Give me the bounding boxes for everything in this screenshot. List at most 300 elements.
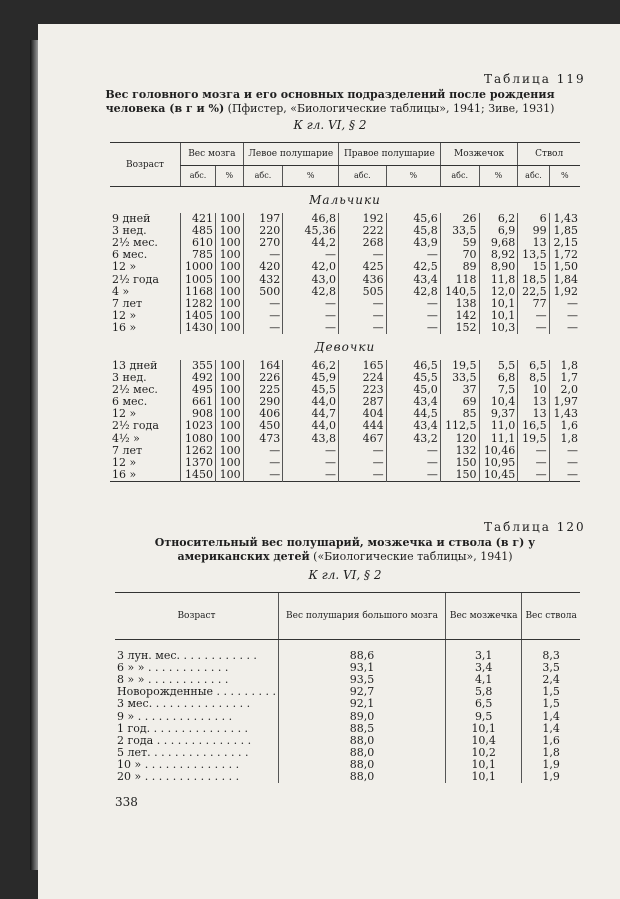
table-row (110, 273, 580, 285)
table-row (115, 771, 580, 783)
row-value: 610 (181, 237, 216, 249)
row-value: 8,92 (479, 249, 518, 261)
row-value: 45,9 (283, 372, 339, 384)
row-age: 4½ » (112, 431, 140, 445)
row-value: 1370 (181, 457, 216, 469)
row-value: 473 (243, 433, 283, 445)
sub-pct: % (479, 166, 518, 187)
row-age: 13 дней (112, 358, 158, 372)
col-age: Возраст (110, 143, 181, 187)
row-value: 8,90 (479, 261, 518, 273)
col-stem: Ствол (518, 143, 580, 166)
row-value: — (243, 310, 283, 322)
row-value: 88,6 (278, 650, 445, 662)
section-girls: Девочки (314, 339, 376, 354)
row-value: 112,5 (440, 420, 479, 432)
row-value: 505 (338, 286, 386, 298)
row-age: 7 лет (112, 443, 143, 457)
row-value: 224 (338, 372, 386, 384)
row-value: — (386, 322, 440, 334)
row-age: 8 » » . . . . . . . . . . . . (117, 674, 229, 687)
row-value: 6 (518, 213, 549, 225)
row-value: — (338, 249, 386, 261)
table-row (110, 433, 580, 445)
table-row (110, 457, 580, 469)
table-row (115, 747, 580, 759)
row-value: — (518, 445, 549, 457)
row-value: 100 (216, 372, 244, 384)
row-value: 6,5 (446, 698, 522, 710)
row-value: 46,8 (283, 213, 339, 225)
row-age: 2½ мес. (112, 236, 158, 250)
row-value: 225 (243, 384, 283, 396)
col-cerebellum-weight: Вес мозжечка (446, 593, 522, 640)
row-value: 45,5 (283, 384, 339, 396)
row-value: 1023 (181, 420, 216, 432)
row-value: 26 (440, 213, 479, 225)
row-value: 89,0 (278, 710, 445, 722)
row-value: 10,1 (446, 723, 522, 735)
row-value: 120 (440, 433, 479, 445)
row-value: 33,5 (440, 372, 479, 384)
row-value: — (243, 469, 283, 482)
row-value: 421 (181, 213, 216, 225)
row-value: 45,5 (386, 372, 440, 384)
row-value: 165 (338, 360, 386, 372)
row-value: 93,5 (278, 674, 445, 686)
row-value: 100 (216, 249, 244, 261)
row-value: 45,0 (386, 384, 440, 396)
row-value: 9,68 (479, 237, 518, 249)
row-value: 43,2 (386, 433, 440, 445)
row-value: — (283, 457, 339, 469)
table-120 (115, 592, 580, 783)
row-age: 3 лун. мес. . . . . . . . . . . . (117, 650, 257, 663)
row-age: 4 » (112, 284, 130, 298)
row-value: 88,0 (278, 771, 445, 783)
col-right-hemisphere: Правое полушарие (338, 143, 440, 166)
row-value: 1,8 (549, 433, 580, 445)
row-value: — (283, 445, 339, 457)
table-row (115, 662, 580, 674)
row-value: — (243, 445, 283, 457)
row-age: 2 года . . . . . . . . . . . . . . (117, 734, 252, 747)
row-value: 3,1 (446, 650, 522, 662)
row-age: 7 лет (112, 296, 143, 310)
row-value: 43,4 (386, 420, 440, 432)
row-value: 100 (216, 261, 244, 273)
row-age: 6 мес. (112, 248, 148, 262)
row-value: 8,5 (518, 372, 549, 384)
row-value: 142 (440, 310, 479, 322)
row-value: 43,0 (283, 273, 339, 285)
table-row (115, 686, 580, 698)
row-value: 13 (518, 396, 549, 408)
row-value: 43,4 (386, 396, 440, 408)
row-value: 908 (181, 408, 216, 420)
row-value: 100 (216, 298, 244, 310)
row-value: — (549, 445, 580, 457)
row-value: 85 (440, 408, 479, 420)
col-age: Возраст (115, 593, 278, 640)
row-value: 10,1 (479, 310, 518, 322)
row-value: 4,1 (446, 674, 522, 686)
row-value: 785 (181, 249, 216, 261)
row-value: — (338, 298, 386, 310)
row-value: 10,45 (479, 469, 518, 482)
row-value: 1,4 (522, 723, 580, 735)
row-value: 88,0 (278, 759, 445, 771)
row-value: — (518, 310, 549, 322)
row-value: 13,5 (518, 249, 549, 261)
row-value: — (386, 469, 440, 482)
row-value: 70 (440, 249, 479, 261)
row-value: 100 (216, 445, 244, 457)
row-value: 100 (216, 384, 244, 396)
row-value: 1,72 (549, 249, 580, 261)
row-value: 1000 (181, 261, 216, 273)
row-value: 43,9 (386, 237, 440, 249)
row-value: 152 (440, 322, 479, 334)
row-value: 11,8 (479, 273, 518, 285)
table-row (110, 322, 580, 334)
row-value: 500 (243, 286, 283, 298)
row-value: 44,0 (283, 396, 339, 408)
row-value: 10,1 (446, 771, 522, 783)
row-age: 12 » (112, 407, 137, 421)
row-value: 100 (216, 420, 244, 432)
row-value: 13 (518, 408, 549, 420)
row-value: 22,5 (518, 286, 549, 298)
row-value: 222 (338, 225, 386, 237)
row-value: 270 (243, 237, 283, 249)
row-value: 88,0 (278, 747, 445, 759)
row-value: 436 (338, 273, 386, 285)
row-value: 1282 (181, 298, 216, 310)
row-value: 1430 (181, 322, 216, 334)
row-value: 1,6 (522, 735, 580, 747)
row-value: — (518, 322, 549, 334)
row-value: 492 (181, 372, 216, 384)
row-value: 100 (216, 213, 244, 225)
row-value: 11,1 (479, 433, 518, 445)
row-value: 450 (243, 420, 283, 432)
row-value: 1,5 (522, 686, 580, 698)
table-row (110, 445, 580, 457)
row-value: 485 (181, 225, 216, 237)
row-value: 223 (338, 384, 386, 396)
row-value: 44,5 (386, 408, 440, 420)
row-value: — (386, 249, 440, 261)
row-value: 100 (216, 469, 244, 482)
row-value: 1,43 (549, 213, 580, 225)
row-value: — (338, 469, 386, 482)
table-120-title-source: («Биологические таблицы», 1941) (309, 550, 513, 563)
row-value: 45,8 (386, 225, 440, 237)
row-value: — (338, 457, 386, 469)
row-value: 10,46 (479, 445, 518, 457)
row-value: 100 (216, 310, 244, 322)
col-stem-weight: Вес ствола (522, 593, 580, 640)
row-value: — (243, 249, 283, 261)
row-value: 43,4 (386, 273, 440, 285)
table-row (110, 469, 580, 482)
row-value: 1,6 (549, 420, 580, 432)
table-120-title-bold: Относительный вес полушарий, мозжечка и ствола (в г) у американских детей (154, 536, 536, 563)
row-age: 3 мес. . . . . . . . . . . . . . . (117, 698, 251, 711)
row-value: 2,0 (549, 384, 580, 396)
row-value: 15 (518, 261, 549, 273)
row-value: 1,9 (522, 771, 580, 783)
row-value: 44,0 (283, 420, 339, 432)
row-value: 10,1 (479, 298, 518, 310)
col-brain: Вес мозга (181, 143, 244, 166)
row-value: 42,0 (283, 261, 339, 273)
row-value: 33,5 (440, 225, 479, 237)
row-value: 2,4 (522, 674, 580, 686)
row-value: 100 (216, 408, 244, 420)
row-value: — (549, 298, 580, 310)
row-value: — (549, 457, 580, 469)
row-value: 150 (440, 457, 479, 469)
row-value: 44,2 (283, 237, 339, 249)
table-120-ref: К гл. VI, § 2 (308, 568, 382, 582)
row-value: — (283, 310, 339, 322)
row-value: — (338, 310, 386, 322)
row-value: 1,92 (549, 286, 580, 298)
row-value: 89 (440, 261, 479, 273)
table-row (110, 420, 580, 432)
row-value: 1262 (181, 445, 216, 457)
row-value: 12,0 (479, 286, 518, 298)
row-value: 1405 (181, 310, 216, 322)
row-value: 8,3 (522, 650, 580, 662)
row-value: 59 (440, 237, 479, 249)
row-value: 46,5 (386, 360, 440, 372)
row-value: 19,5 (518, 433, 549, 445)
row-value: 404 (338, 408, 386, 420)
table-row (115, 710, 580, 722)
row-value: 138 (440, 298, 479, 310)
row-value: 220 (243, 225, 283, 237)
row-value: 100 (216, 237, 244, 249)
row-value: 467 (338, 433, 386, 445)
row-value: 355 (181, 360, 216, 372)
row-value: — (386, 310, 440, 322)
row-age: 20 » . . . . . . . . . . . . . . (117, 770, 240, 783)
row-value: 77 (518, 298, 549, 310)
row-value: — (338, 445, 386, 457)
page-number: 338 (115, 795, 138, 809)
row-value: 6,9 (479, 225, 518, 237)
row-age: 9 дней (112, 212, 151, 226)
row-value: — (518, 457, 549, 469)
table-row (115, 735, 580, 747)
table-119-label: Таблица 119 (484, 72, 586, 86)
row-value: 1,4 (522, 710, 580, 722)
row-value: 88,0 (278, 735, 445, 747)
row-value: 1,8 (522, 747, 580, 759)
row-age: 10 » . . . . . . . . . . . . . . (117, 758, 240, 771)
row-value: — (386, 298, 440, 310)
row-age: 3 нед. (112, 224, 147, 238)
col-hemisphere-weight: Вес полушария большого мозга (278, 593, 445, 640)
row-value: 290 (243, 396, 283, 408)
row-value: 10,3 (479, 322, 518, 334)
row-age: 12 » (112, 308, 137, 322)
row-age: 2½ года (112, 272, 159, 286)
table-119-title (80, 88, 580, 116)
row-value: 140,5 (440, 286, 479, 298)
row-value: 37 (440, 384, 479, 396)
row-value: — (549, 469, 580, 482)
row-age: 12 » (112, 260, 137, 274)
row-age: 5 лет. . . . . . . . . . . . . . . (117, 746, 249, 759)
row-value: 1,43 (549, 408, 580, 420)
table-120-label: Таблица 120 (484, 520, 586, 534)
table-row (115, 723, 580, 735)
row-value: 88,5 (278, 723, 445, 735)
sub-pct: % (283, 166, 339, 187)
row-value: — (518, 469, 549, 482)
row-value: 6,5 (518, 360, 549, 372)
row-value: — (386, 445, 440, 457)
row-value: 10,4 (446, 735, 522, 747)
row-value: 2,15 (549, 237, 580, 249)
row-age: Новорожденные . . . . . . . . . (117, 686, 276, 699)
table-119-body (110, 187, 580, 482)
row-value: 100 (216, 286, 244, 298)
row-value: 46,2 (283, 360, 339, 372)
row-value: 7,5 (479, 384, 518, 396)
row-value: — (283, 322, 339, 334)
row-value: 42,8 (386, 286, 440, 298)
table-row (110, 298, 580, 310)
row-value: 432 (243, 273, 283, 285)
row-value: 45,36 (283, 225, 339, 237)
row-value: — (283, 469, 339, 482)
row-value: — (283, 298, 339, 310)
row-value: 10,2 (446, 747, 522, 759)
row-value: 268 (338, 237, 386, 249)
table-row (110, 286, 580, 298)
row-value: 6,2 (479, 213, 518, 225)
row-value: — (549, 322, 580, 334)
row-value: 132 (440, 445, 479, 457)
row-value: 42,8 (283, 286, 339, 298)
row-age: 9 » . . . . . . . . . . . . . . (117, 710, 233, 723)
row-value: 9,37 (479, 408, 518, 420)
row-value: 5,8 (446, 686, 522, 698)
row-value: 1,7 (549, 372, 580, 384)
row-value: 13 (518, 237, 549, 249)
row-value: 10,1 (446, 759, 522, 771)
row-value: 1,84 (549, 273, 580, 285)
row-value: 100 (216, 322, 244, 334)
col-left-hemisphere: Левое полушарие (243, 143, 338, 166)
row-value: 3,5 (522, 662, 580, 674)
col-cerebellum: Мозжечок (440, 143, 518, 166)
row-age: 16 » (112, 467, 137, 481)
sub-abs: абс. (181, 166, 216, 187)
row-value: 1168 (181, 286, 216, 298)
row-value: 100 (216, 225, 244, 237)
row-age: 1 год. . . . . . . . . . . . . . . (117, 722, 249, 735)
row-value: — (283, 249, 339, 261)
row-value: — (549, 310, 580, 322)
table-119-ref: К гл. VI, § 2 (293, 118, 367, 132)
table-row (115, 674, 580, 686)
row-value: 42,5 (386, 261, 440, 273)
table-row (110, 261, 580, 273)
sub-abs: абс. (338, 166, 386, 187)
section-boys: Мальчики (309, 193, 381, 207)
row-value: 495 (181, 384, 216, 396)
row-value: 1,5 (522, 698, 580, 710)
row-value: 3,4 (446, 662, 522, 674)
row-value: 226 (243, 372, 283, 384)
row-value: 1,8 (549, 360, 580, 372)
row-value: — (243, 322, 283, 334)
table-row (115, 759, 580, 771)
row-value: 100 (216, 433, 244, 445)
row-value: 150 (440, 469, 479, 482)
row-value: 1,97 (549, 396, 580, 408)
row-value: 444 (338, 420, 386, 432)
row-age: 2½ года (112, 419, 159, 433)
row-value: 10,95 (479, 457, 518, 469)
table-119-title-bold: Вес головного мозга и его основных подразделений после рождения человека (в г и %) (105, 88, 555, 115)
row-value: 425 (338, 261, 386, 273)
row-value: 99 (518, 225, 549, 237)
table-119-title-source: (Пфистер, «Биологические таблицы», 1941; Зиве, 1931) (224, 102, 555, 115)
row-value: 19,5 (440, 360, 479, 372)
sub-pct: % (216, 166, 244, 187)
row-age: 6 мес. (112, 395, 148, 409)
row-age: 16 » (112, 320, 137, 334)
row-value: 661 (181, 396, 216, 408)
row-value: 1080 (181, 433, 216, 445)
row-value: 1,50 (549, 261, 580, 273)
row-value: 118 (440, 273, 479, 285)
sub-pct: % (549, 166, 580, 187)
table-120-body (115, 640, 580, 784)
row-value: 69 (440, 396, 479, 408)
row-age: 6 » » . . . . . . . . . . . . (117, 662, 229, 675)
row-value: 11,0 (479, 420, 518, 432)
row-value: 100 (216, 396, 244, 408)
row-value: 287 (338, 396, 386, 408)
row-age: 12 » (112, 455, 137, 469)
row-value: 92,1 (278, 698, 445, 710)
row-value: 5,5 (479, 360, 518, 372)
row-value: 16,5 (518, 420, 549, 432)
row-value: 192 (338, 213, 386, 225)
sub-pct: % (386, 166, 440, 187)
row-value: 93,1 (278, 662, 445, 674)
table-row (115, 650, 580, 662)
row-value: — (338, 322, 386, 334)
sub-abs: абс. (440, 166, 479, 187)
row-value: 100 (216, 273, 244, 285)
row-value: — (243, 457, 283, 469)
table-119 (110, 142, 580, 482)
sub-abs: абс. (243, 166, 283, 187)
row-value: 10 (518, 384, 549, 396)
table-row (115, 698, 580, 710)
row-value: — (243, 298, 283, 310)
sub-abs: абс. (518, 166, 549, 187)
